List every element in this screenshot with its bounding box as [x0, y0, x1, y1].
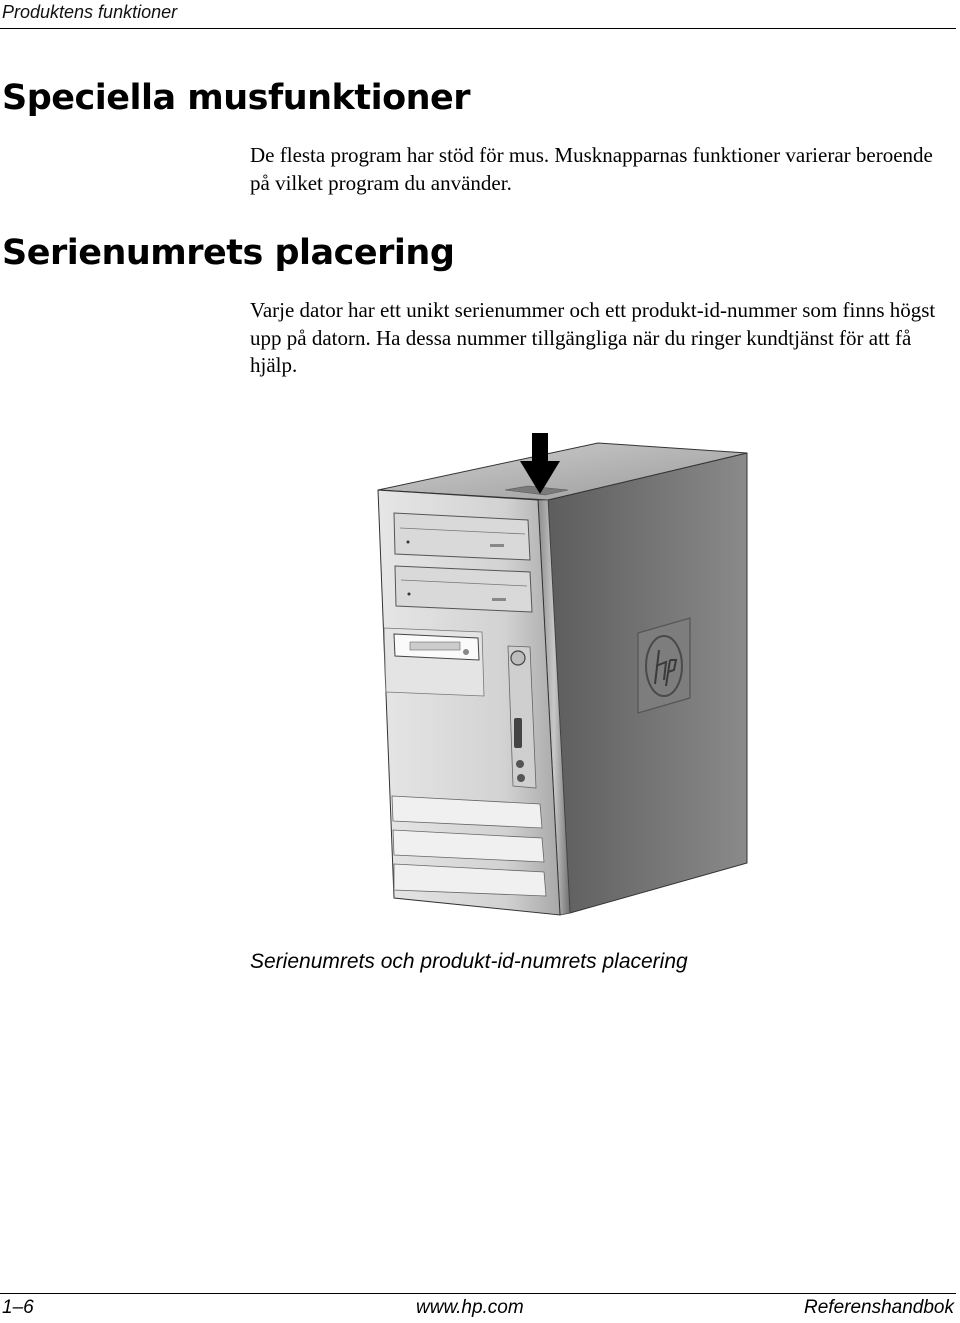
- section-heading-mouse: Speciella musfunktioner: [2, 78, 471, 118]
- footer-rule: [0, 1293, 956, 1294]
- header-rule: [0, 28, 956, 29]
- section-body-mouse: De flesta program har stöd för mus. Musknapparnas funktioner varierar beroende på vilket program du använder.: [250, 143, 933, 195]
- footer-doc-title: Referenshandbok: [804, 1297, 954, 1318]
- section-body-serial: Varje dator har ett unikt serienummer och ett produkt-id-nummer som finns högst upp på datorn. Ha dessa nummer tillgängliga när du ringer kundtjänst för att få hjälp.: [250, 298, 936, 377]
- tower-computer-illustration: [370, 428, 755, 928]
- figure-caption: Serienumrets och produkt-id-numrets placering: [250, 950, 688, 973]
- running-header: Produktens funktioner: [2, 2, 178, 22]
- section-heading-serial: Serienumrets placering: [2, 233, 455, 273]
- page-number: 1–6: [2, 1297, 34, 1318]
- hp-logo-icon: [638, 618, 690, 713]
- footer-url: www.hp.com: [416, 1297, 524, 1318]
